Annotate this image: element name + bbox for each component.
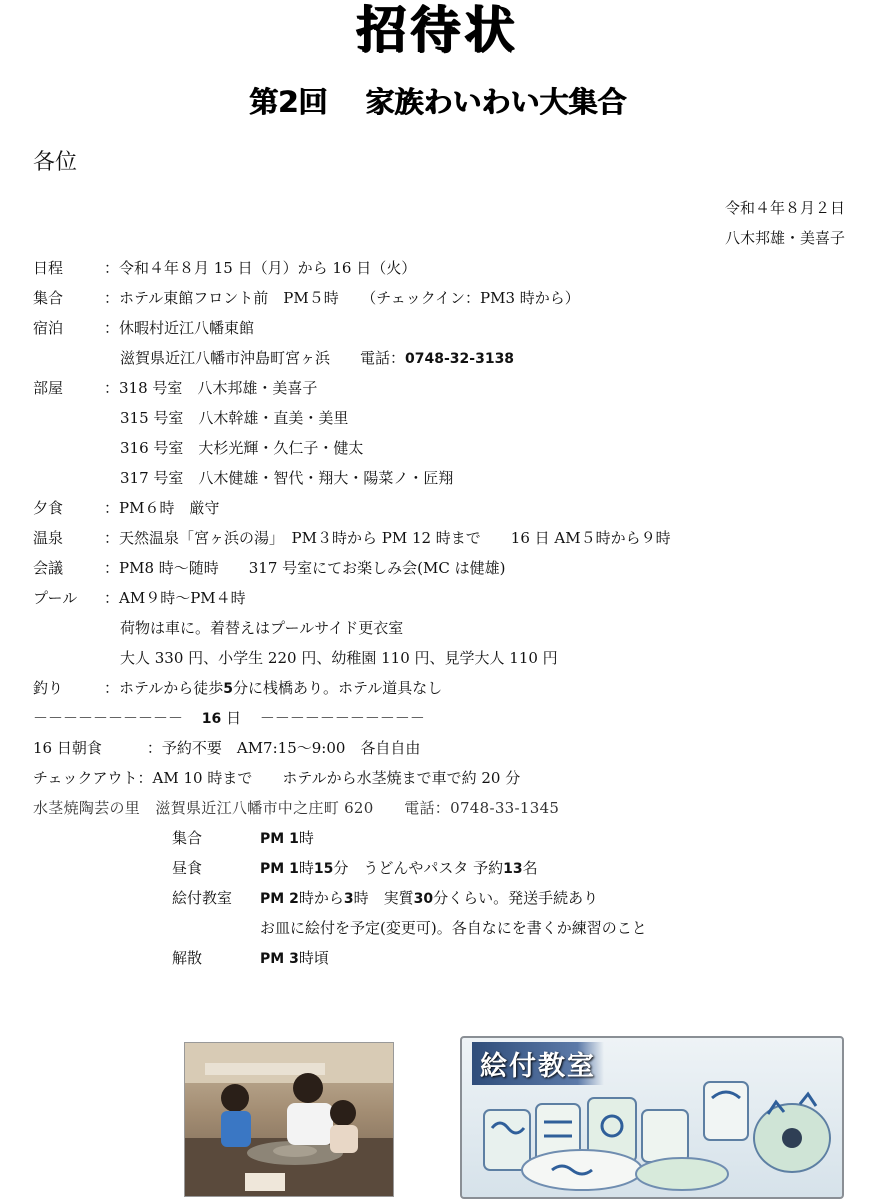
value-meeting: ：ホテル東館フロント前 PM５時 （チェックイン：PM3 時から） — [104, 289, 580, 307]
divider-left: －－－－－－－－－－ — [33, 709, 184, 727]
label-party: 会議 — [33, 559, 64, 577]
pottery-meet-rest: 時 — [298, 829, 314, 847]
pottery-lunch-label: 昼食 — [172, 859, 203, 877]
pool-note-fees: 大人 330 円、小学生 220 円、幼稚園 110 円、見学大人 110 円 — [120, 649, 558, 667]
label-rooms: 部屋 — [33, 379, 64, 397]
value-lodging: ：休暇村近江八幡東館 — [104, 319, 255, 337]
lodging-address: 滋賀県近江八幡市沖島町宮ヶ浜 電話： — [120, 349, 406, 367]
pottery-dismiss-time: PM 3 — [260, 951, 299, 967]
pottery-family-illustration — [185, 1043, 393, 1196]
room-318: ：318 号室 八木邦雄・美喜子 — [104, 379, 318, 397]
pool-note-luggage: 荷物は車に。着替えはプールサイド更衣室 — [120, 619, 404, 637]
fishing-a: ：ホテルから徒歩 — [104, 679, 224, 697]
label-onsen: 温泉 — [33, 529, 64, 547]
pottery-class-label: 絵付教室 — [172, 889, 233, 907]
issue-date: 令和４年８月２日 — [724, 199, 845, 217]
pottery-dismiss-label: 解散 — [172, 949, 203, 967]
value-onsen: ：天然温泉「宮ヶ浜の湯」 PM３時から PM 12 時まで 16 日 AM５時から９時 — [104, 529, 671, 547]
pottery-lunch-extra2: 名 — [522, 859, 538, 877]
label-schedule: 日程 — [33, 259, 64, 277]
pottery-class-min: 30 — [413, 891, 434, 907]
value-party: ：PM8 時～随時 317 号室にてお楽しみ会(MC は健雄) — [104, 559, 506, 577]
pottery-note-b: 。各自なにを書くか練習のこと — [436, 919, 647, 937]
subtitle-edition: 第2回 — [248, 85, 328, 119]
pottery-lunch-extra: 分 うどんやパスタ 予約 — [333, 859, 504, 877]
divider-day: 16 — [201, 711, 222, 727]
divider-suffix: 日 — [226, 709, 242, 727]
pottery-class-time: PM 2 — [260, 891, 299, 907]
divider-right: －－－－－－－－－－－ — [259, 709, 425, 727]
row-breakfast: 16 日朝食 ：予約不要 AM7:15～9:00 各自自由 — [33, 739, 421, 757]
pottery-class-extra2: 分くらい。発送手続あり — [433, 889, 599, 907]
pottery-meet-time: PM 1 — [260, 831, 299, 847]
value-schedule: ：令和４年８月 15 日（月）から 16 日（火） — [104, 259, 417, 277]
pottery-lunch-count: 13 — [503, 861, 523, 877]
subtitle-event-name: 家族わいわい大集合 — [365, 85, 627, 119]
document-title: 招待状 — [356, 1, 519, 59]
lodging-phone: 0748-32-3138 — [405, 351, 515, 367]
day2-divider — [33, 706, 425, 731]
fishing-num: 5 — [223, 681, 234, 697]
pottery-class-rest: 時から — [298, 889, 344, 907]
addressee: 各位 — [33, 150, 78, 175]
row-pottery-village: 水茎焼陶芸の里 滋賀県近江八幡市中之庄町 620 電話：0748-33-1345 — [33, 799, 560, 817]
pottery-lunch-time: PM 1 — [260, 861, 299, 877]
event-subtitle — [0, 80, 875, 124]
value-pool: ：AM９時～PM４時 — [104, 589, 246, 607]
pottery-meet-label: 集合 — [172, 829, 203, 847]
fishing-b: 分に桟橋あり。ホテル道具なし — [233, 679, 443, 697]
label-fishing: 釣り — [33, 679, 64, 697]
room-317: 317 号室 八木健雄・智代・翔大・陽菜ノ・匠翔 — [120, 469, 454, 487]
row-checkout: チェックアウト：AM 10 時まで ホテルから水茎焼まで車で約 20 分 — [33, 769, 521, 787]
label-pool: プール — [33, 589, 78, 607]
painting-class-banner — [460, 1036, 844, 1199]
pottery-dismiss-rest: 時頃 — [298, 949, 329, 967]
pottery-class-extra: 時 実質 — [353, 889, 414, 907]
sender-names: 八木邦雄・美喜子 — [724, 229, 845, 247]
pottery-lunch-rest: 時 — [298, 859, 314, 877]
pottery-class-end: 3 — [343, 891, 354, 907]
banner-title: 絵付教室 — [472, 1042, 604, 1085]
pottery-family-photo — [184, 1042, 394, 1197]
pottery-lunch-min: 15 — [313, 861, 334, 877]
label-meeting: 集合 — [33, 289, 64, 307]
room-316: 316 号室 大杉光輝・久仁子・健太 — [120, 439, 364, 457]
label-lodging: 宿泊 — [33, 319, 64, 337]
pottery-ware-illustration — [462, 1038, 842, 1197]
room-315: 315 号室 八木幹雄・直美・美里 — [120, 409, 349, 427]
label-dinner: 夕食 — [33, 499, 64, 517]
pottery-note-a: お皿に絵付を予定(変更可) — [260, 919, 437, 937]
value-dinner: ：PM６時 厳守 — [104, 499, 220, 517]
